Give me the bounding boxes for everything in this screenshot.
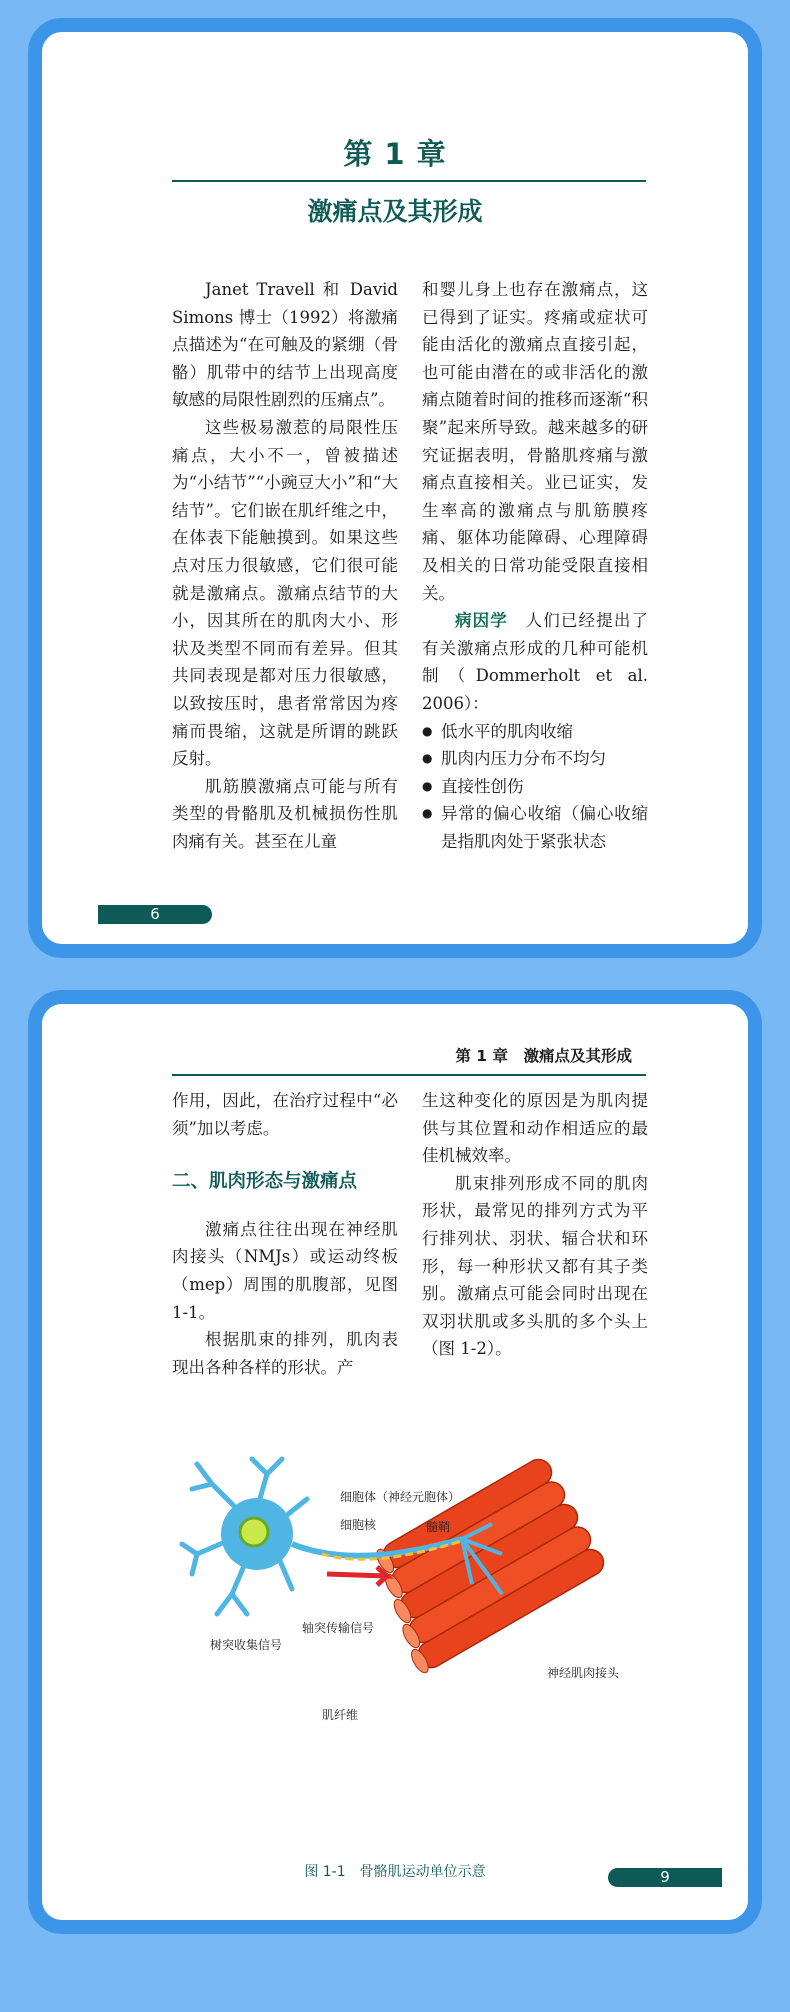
- book-page-6: [28, 18, 762, 958]
- label-myelin: 髓鞘: [426, 1520, 451, 1534]
- paragraph: 肌束排列形成不同的肌肉形状，最常见的排列方式为平行排列状、羽状、辐合状和环形，每一种形状又都有其子类别。激痛点可能会同时出现在双羽状肌或多头肌的多个头上（图 1-2）。: [422, 1173, 648, 1359]
- running-head: 第 1 章 激痛点及其形成: [455, 1047, 632, 1065]
- page-number: 6: [98, 905, 212, 924]
- page-number: 9: [608, 1868, 722, 1887]
- right-column: [422, 1087, 648, 1363]
- etiology-text: 人们已经提出了有关激痛点形成的几种可能机制（Dommerholt et al. 2006）：: [422, 611, 649, 713]
- running-head-rule: [172, 1074, 646, 1076]
- paragraph: [422, 607, 648, 717]
- label-cell-body: 细胞体（神经元胞体）: [340, 1490, 461, 1504]
- section-heading: 二、肌肉形态与激痛点: [172, 1171, 358, 1193]
- paragraph: 激痛点往往出现在神经肌肉接头（NMJs）或运动终板（mep）周围的肌腹部，见图 1-1。: [172, 1219, 398, 1322]
- list-item: ● 直接性创伤: [422, 773, 648, 801]
- figure-caption: 图 1-1 骨骼肌运动单位示意: [304, 1864, 486, 1880]
- paragraph: 和婴儿身上也存在激痛点，这已得到了证实。疼痛或症状可能由活化的激痛点直接引起，也可能由潜在的或非活化的激痛点随着时间的推移而逐渐“积聚”起来所导致。越来越多的研究证据表明，骨骼肌疼痛与激痛点直接相关。业已证实，发生率高的激痛点与肌筋膜疼痛、躯体功能障碍、心理障碍及相关的日常功能受限直接相关。: [422, 280, 648, 603]
- paragraph: Janet Travell 和 David Simons 博士（1992）将激痛点描述为“在可触及的紧绷（骨骼）肌带中的结节上出现高度敏感的局限性剧烈的压痛点”。: [172, 280, 398, 410]
- left-column: [172, 1087, 398, 1381]
- nucleus-shape: [240, 1518, 268, 1546]
- chapter-title-rule: [172, 180, 646, 182]
- paragraph: 这些极易激惹的局限性压痛点，大小不一，曾被描述为“小结节”“小豌豆大小”和“大结节”。它们嵌在肌纤维之中，在体表下能触摸到。如果这些点对压力很敏感，它们很可能就是激痛点。激痛点结节的大小，因其所在的肌肉大小、形状及类型不同而有差异。但其共同表现是都对压力很敏感，以致按压时，患者常常因为疼痛而畏缩，这就是所谓的跳跃反射。: [172, 417, 398, 769]
- list-item: ● 低水平的肌肉收缩: [422, 718, 648, 746]
- label-nmj: 神经肌肉接头: [547, 1666, 620, 1680]
- label-dendrite-signal: 树突收集信号: [210, 1638, 283, 1652]
- bullet-list: [422, 718, 648, 856]
- label-axon-signal: 轴突传输信号: [302, 1621, 375, 1635]
- label-muscle-fiber: 肌纤维: [322, 1708, 359, 1722]
- paragraph: 作用，因此，在治疗过程中“必须”加以考虑。: [172, 1091, 398, 1138]
- etiology-term: 病因学: [455, 611, 508, 631]
- paragraph: 根据肌束的排列，肌肉表现出各种各样的形状。产: [172, 1330, 398, 1377]
- right-column: [422, 276, 648, 855]
- label-nucleus: 细胞核: [340, 1518, 377, 1532]
- chapter-title: 第 1 章: [343, 137, 447, 171]
- paragraph: 肌筋膜激痛点可能与所有类型的骨骼肌及机械损伤性肌肉痛有关。甚至在儿童: [172, 776, 398, 851]
- list-item: ● 异常的偏心收缩（偏心收缩是指肌肉处于紧张状态: [422, 800, 648, 855]
- left-column: [172, 276, 398, 855]
- list-item: ● 肌肉内压力分布不均匀: [422, 745, 648, 773]
- signal-direction-arrow: [327, 1567, 387, 1585]
- book-page-9: [28, 990, 762, 1934]
- chapter-subtitle: 激痛点及其形成: [307, 197, 483, 226]
- paragraph: 生这种变化的原因是为肌肉提供与其位置和动作相适应的最佳机械效率。: [422, 1091, 648, 1166]
- motor-unit-figure: [172, 1444, 652, 1722]
